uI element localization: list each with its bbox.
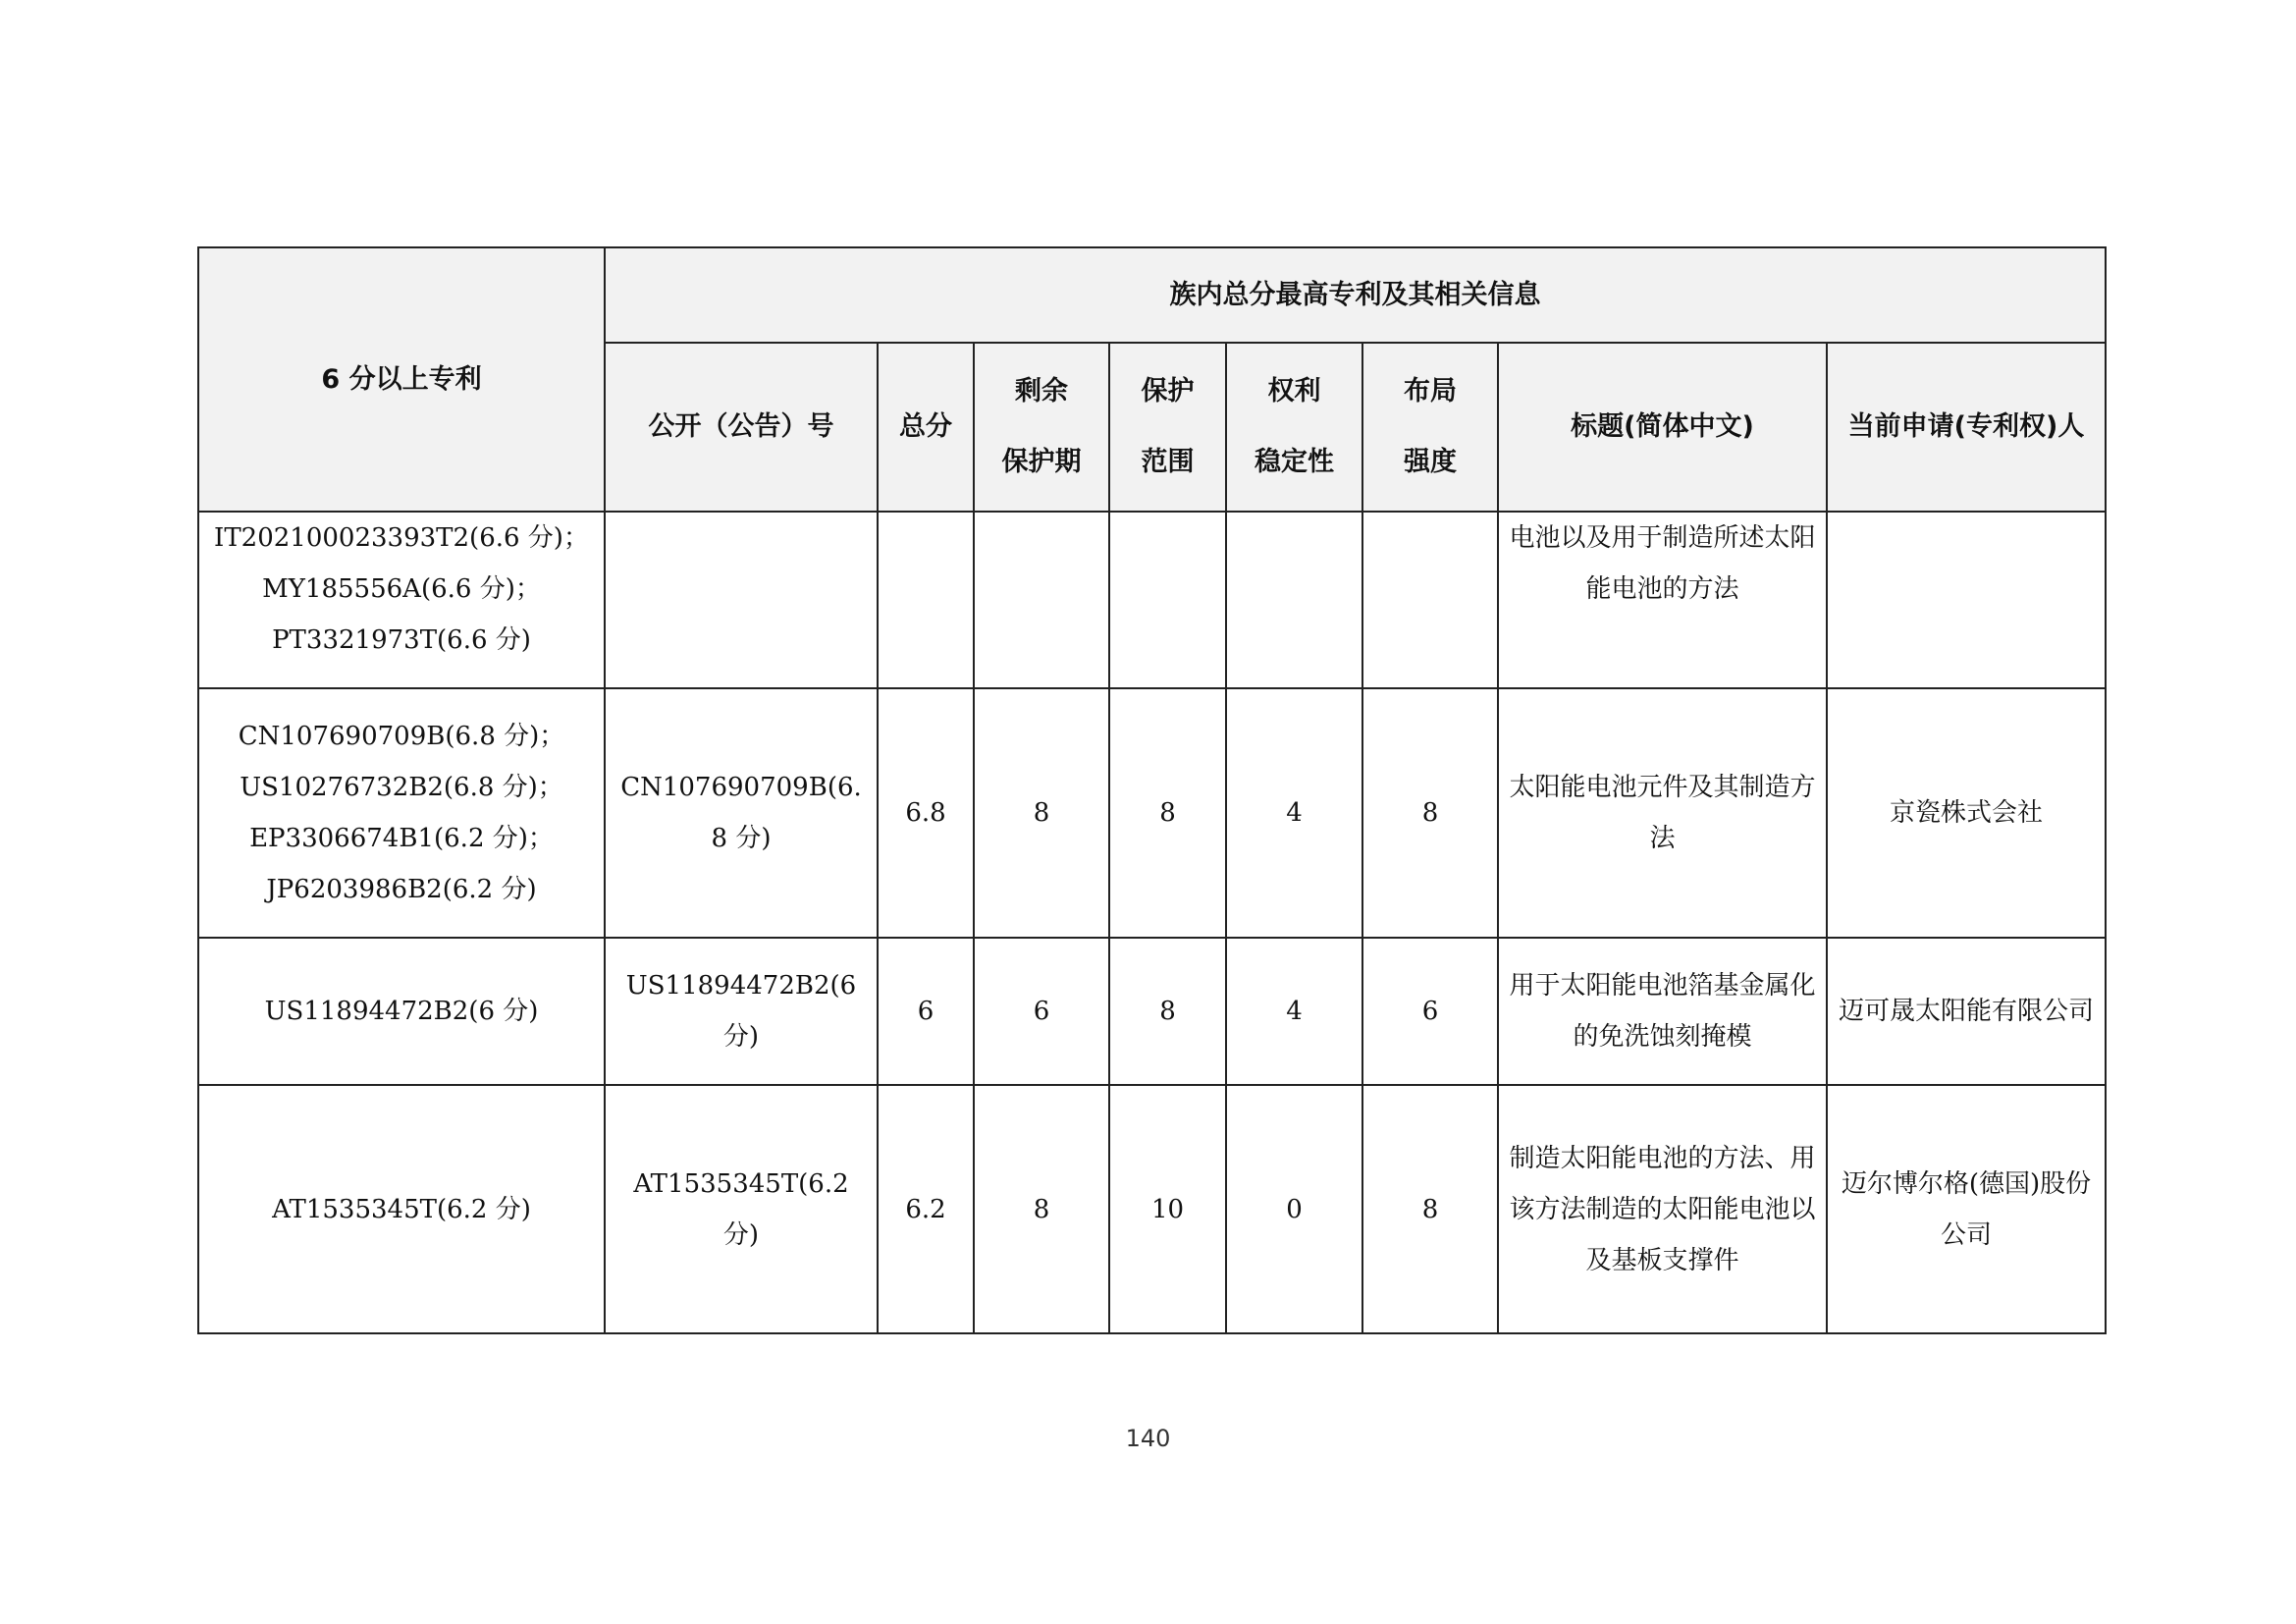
score-cell: [878, 512, 974, 688]
score-cell: 6: [878, 938, 974, 1085]
header-title: 标题(简体中文): [1498, 343, 1827, 512]
header-stability-line1: 权利: [1267, 376, 1321, 406]
remaining-term-cell: 8: [974, 1085, 1109, 1333]
header-layout-line1: 布局: [1404, 376, 1457, 406]
title-cell: 制造太阳能电池的方法、用该方法制造的太阳能电池以及基板支撑件: [1498, 1085, 1827, 1333]
header-pub-no: 公开（公告）号: [605, 343, 878, 512]
header-layout-strength: [1362, 343, 1498, 512]
family-patent: AT1535345T(6.2 分): [272, 1194, 531, 1224]
score-cell: 6.8: [878, 688, 974, 938]
layout-cell: [1362, 512, 1498, 688]
table-row: [198, 688, 2106, 938]
stability-cell: 4: [1226, 688, 1362, 938]
applicant-cell: 迈尔博尔格(德国)股份公司: [1827, 1085, 2106, 1333]
applicant-cell: [1827, 512, 2106, 688]
pub-no-cell: US11894472B2(6 分): [605, 938, 878, 1085]
family-patent: MY185556A(6.6 分)；: [262, 574, 541, 604]
scope-cell: [1109, 512, 1226, 688]
remaining-term-cell: [974, 512, 1109, 688]
page-number: 140: [1125, 1425, 1171, 1452]
layout-cell: 8: [1362, 1085, 1498, 1333]
header-remaining-term: [974, 343, 1109, 512]
header-remaining-line2: 保护期: [1001, 447, 1082, 477]
title-cell: 太阳能电池元件及其制造方法: [1498, 688, 1827, 938]
header-row-1: [198, 247, 2106, 343]
family-patent: US11894472B2(6 分): [264, 997, 539, 1026]
header-applicant: 当前申请(专利权)人: [1827, 343, 2106, 512]
patent-table: [197, 246, 2107, 1334]
scope-cell: 8: [1109, 688, 1226, 938]
family-patent: US10276732B2(6.8 分)；: [240, 773, 563, 802]
title-cell: 电池以及用于制造所述太阳能电池的方法: [1498, 512, 1827, 688]
header-scope-line2: 范围: [1141, 447, 1195, 477]
header-family-top-patent: 族内总分最高专利及其相关信息: [605, 247, 2106, 343]
header-score: 总分: [878, 343, 974, 512]
header-6plus-patents: 6 分以上专利: [198, 247, 605, 512]
table-row: [198, 1085, 2106, 1333]
applicant-cell: 迈可晟太阳能有限公司: [1827, 938, 2106, 1085]
title-cell: 用于太阳能电池箔基金属化的免洗蚀刻掩模: [1498, 938, 1827, 1085]
pub-no-cell: [605, 512, 878, 688]
header-protection-scope: [1109, 343, 1226, 512]
pub-no-cell: CN107690709B(6.8 分): [605, 688, 878, 938]
header-layout-line2: 强度: [1404, 447, 1457, 477]
header-right-stability: [1226, 343, 1362, 512]
stability-cell: 0: [1226, 1085, 1362, 1333]
pub-no-cell: AT1535345T(6.2 分): [605, 1085, 878, 1333]
header-scope-line1: 保护: [1141, 376, 1195, 406]
family-patents-cell: [198, 1085, 605, 1333]
remaining-term-cell: 6: [974, 938, 1109, 1085]
family-patent: EP3306674B1(6.2 分)；: [249, 824, 554, 853]
scope-cell: 10: [1109, 1085, 1226, 1333]
applicant-cell: 京瓷株式会社: [1827, 688, 2106, 938]
scope-cell: 8: [1109, 938, 1226, 1085]
header-stability-line2: 稳定性: [1255, 447, 1334, 477]
layout-cell: 6: [1362, 938, 1498, 1085]
family-patents-cell: [198, 938, 605, 1085]
family-patent: IT202100023393T2(6.6 分)；: [214, 523, 589, 553]
family-patents-cell: [198, 512, 605, 688]
family-patent: JP6203986B2(6.2 分): [266, 875, 537, 904]
family-patent: PT3321973T(6.6 分): [272, 625, 531, 655]
score-cell: 6.2: [878, 1085, 974, 1333]
remaining-term-cell: 8: [974, 688, 1109, 938]
family-patents-cell: [198, 688, 605, 938]
stability-cell: [1226, 512, 1362, 688]
family-patent: CN107690709B(6.8 分)；: [238, 722, 565, 751]
table-row: [198, 512, 2106, 688]
header-remaining-line1: 剩余: [1015, 376, 1068, 406]
table-row: [198, 938, 2106, 1085]
layout-cell: 8: [1362, 688, 1498, 938]
stability-cell: 4: [1226, 938, 1362, 1085]
